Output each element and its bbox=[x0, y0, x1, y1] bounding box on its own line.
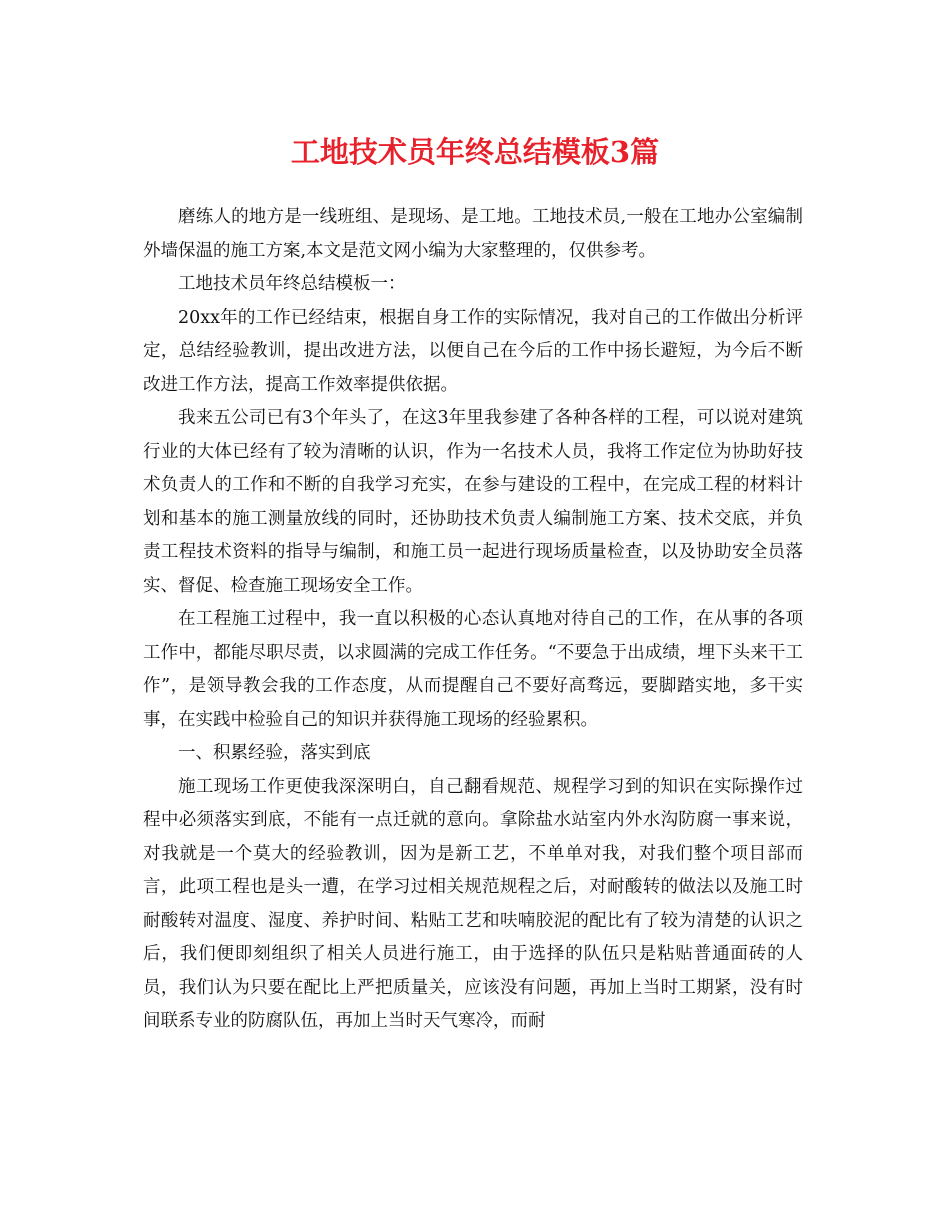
document-title: 工地技术员年终总结模板3篇 bbox=[290, 135, 660, 169]
paragraph-attitude: 在工程施工过程中，我一直以积极的心态认真地对待自己的工作，在从事的各项工作中，都能尽职尽责，以求圆满的完成工作任务。“不要急于出成绩，埋下头来干工作”，是领导教会我的工作态度，从而提醒自己不要好高骛远，要脚踏实地，多干实事，在实践中检验自己的知识并获得施工现场的经验累积。 bbox=[143, 609, 803, 730]
paragraph-site-work: 施工现场工作更使我深深明白，自己翻看规范、规程学习到的知识在实际操作过程中必须落实到底，不能有一点迁就的意向。拿除盐水站室内外水沟防腐一事来说，对我就是一个莫大的经验教训，因为是新工艺，不单单对我，对我们整个项目部而言，此项工程也是头一遭，在学习过相关规范规程之后，对耐酸转的做法以及施工时耐酸转对温度、湿度、养护时间、粘贴工艺和呋喃胶泥的配比有了较为清楚的认识之后，我们便即刻组织了相关人员进行施工，由于选择的队伍只是粘贴普通面砖的人员，我们认为只要在配比上严把质量关，应该没有问题，再加上当时工期紧，没有时间联系专业的防腐队伍，再加上当时天气寒冷，而耐 bbox=[143, 776, 803, 1031]
section-heading-one: 一、积累经验，落实到底 bbox=[178, 743, 371, 763]
document-body bbox=[143, 201, 803, 1039]
paragraph-experience: 我来五公司已有3个年头了，在这3年里我参建了各种各样的工程，可以说对建筑行业的大体已经有了较为清晰的认识，作为一名技术人员，我将工作定位为协助好技术负责人的工作和不断的自我学习充实，在参与建设的工程中，在完成工程的材料计划和基本的施工测量放线的同时，还协助技术负责人编制施工方案、技术交底，并负责工程技术资料的指导与编制，和施工员一起进行现场质量检查，以及协助安全员落实、督促、检查施工现场安全工作。 bbox=[143, 408, 803, 596]
paragraph-intro: 磨练人的地方是一线班组、是现场、是工地。工地技术员,一般在工地办公室编制外墙保温的施工方案,本文是范文网小编为大家整理的，仅供参考。 bbox=[143, 207, 803, 261]
paragraph-template-one-heading: 工地技术员年终总结模板一： bbox=[178, 274, 406, 294]
paragraph-summary: 20xx年的工作已经结束，根据自身工作的实际情况，我对自己的工作做出分析评定，总结经验教训，提出改进方法，以便自己在今后的工作中扬长避短，为今后不断改进工作方法，提高工作效率提供依据。 bbox=[143, 307, 803, 395]
